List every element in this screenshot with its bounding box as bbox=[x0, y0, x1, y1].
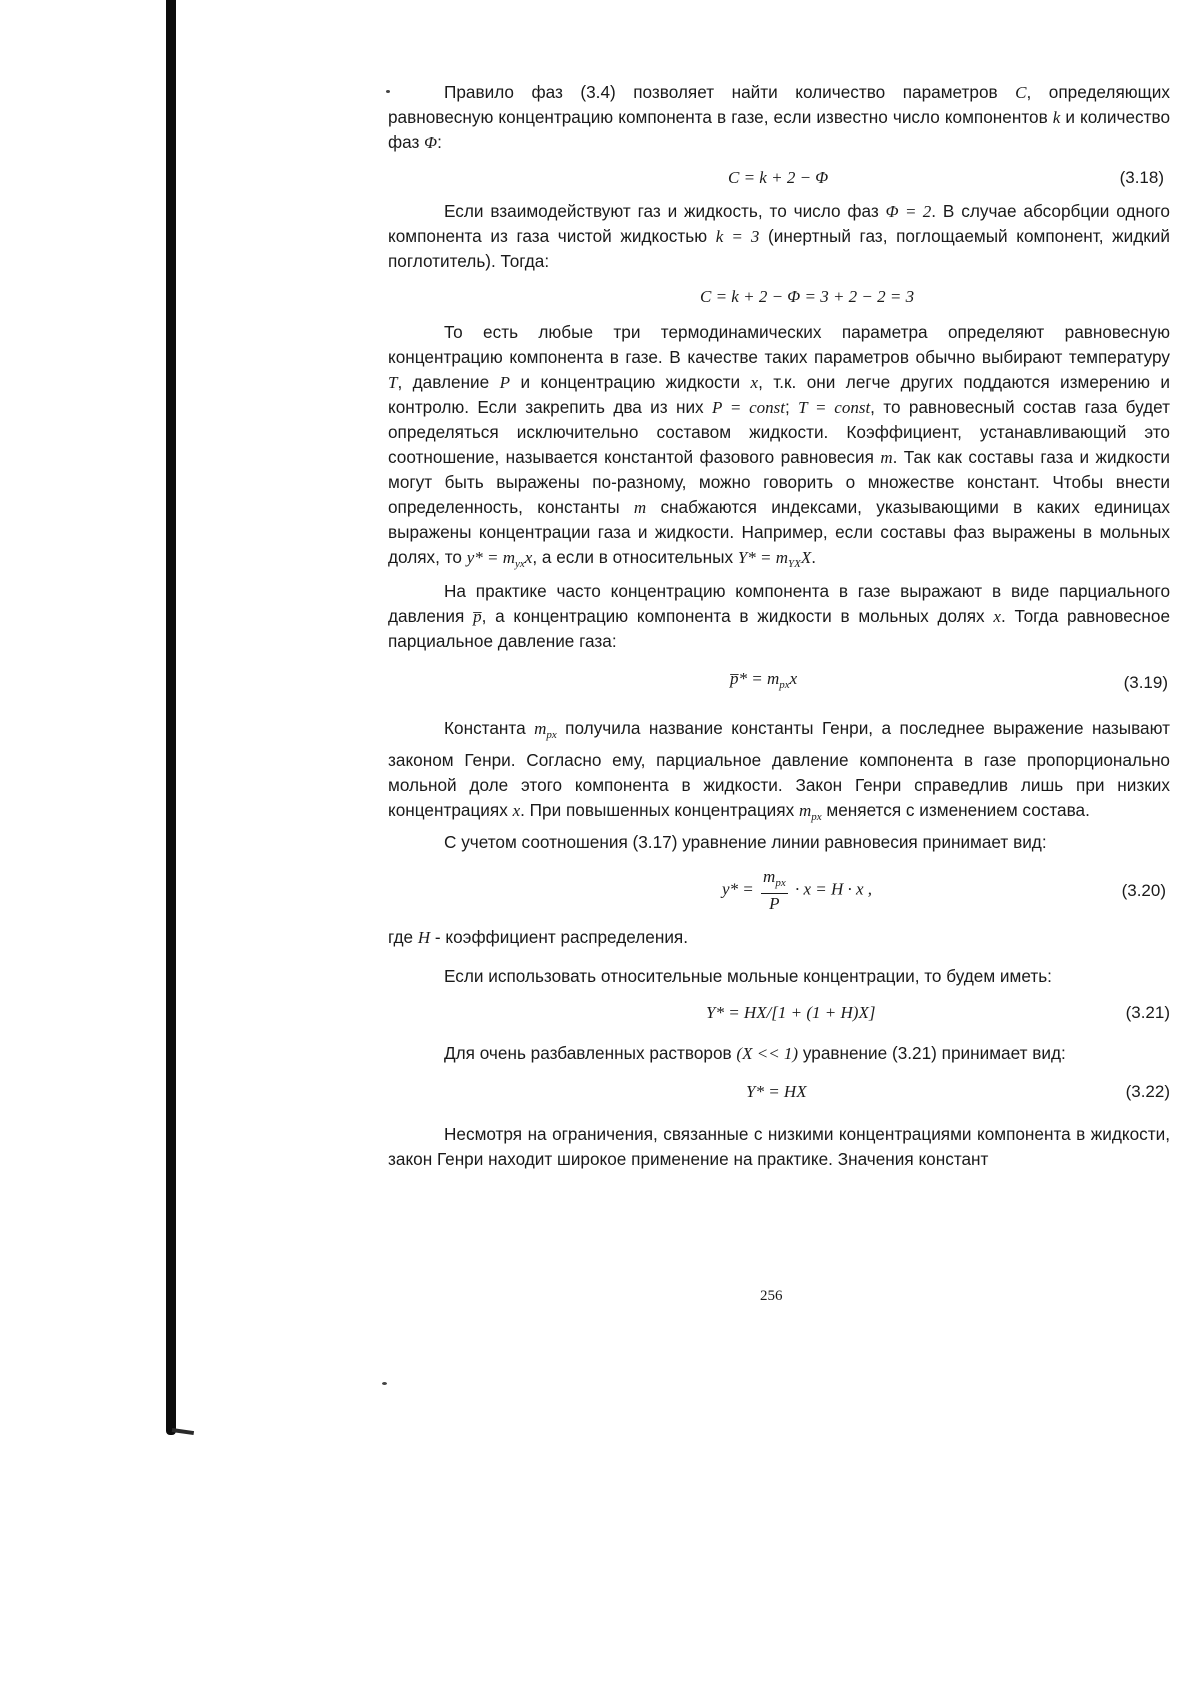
equation-body bbox=[722, 867, 872, 914]
math-subscript: px bbox=[546, 729, 557, 741]
fraction bbox=[761, 867, 788, 914]
text: снабжаются индексами, указывающими в каких единицах выражены концентрации газа и жидкости. Например, если составы фаз выражены в мольных долях, то bbox=[388, 497, 1170, 567]
equation-number: (3.20) bbox=[1121, 880, 1166, 900]
math-symbol: T bbox=[388, 373, 398, 392]
equation-body: Y* = HX bbox=[746, 1081, 807, 1101]
text: и концентрацию жидкости bbox=[510, 372, 751, 392]
text: , то равновесный состав газа будет определяться исключительно составом жидкости. Коэффициент, устанавливающий это соотношение, называется константой фазового равновесия bbox=[388, 397, 1170, 467]
paragraph bbox=[388, 964, 1170, 989]
text: и количество фаз bbox=[388, 107, 1170, 152]
text: С учетом соотношения (3.17) уравнение линии равновесия принимает вид: bbox=[444, 832, 1047, 852]
page-binding-tail bbox=[172, 1428, 194, 1435]
text: , а если в относительных bbox=[532, 547, 738, 567]
math-symbol: X bbox=[800, 548, 812, 567]
fraction-denominator: P bbox=[769, 893, 780, 913]
equation-3-21 bbox=[388, 989, 1170, 1035]
equation-part: m bbox=[763, 866, 776, 886]
math-symbol: m bbox=[534, 719, 547, 738]
equation-number: (3.22) bbox=[1125, 1081, 1170, 1101]
text: (инертный газ, поглощаемый компонент, жидкий поглотитель). Тогда: bbox=[388, 226, 1170, 271]
paragraph bbox=[388, 80, 1170, 155]
equation-part: x bbox=[789, 669, 798, 688]
text: : bbox=[437, 132, 442, 152]
math-symbol: m bbox=[633, 498, 647, 517]
text: меняется с изменением состава. bbox=[821, 800, 1090, 820]
text: . При повышенных концентрациях bbox=[520, 800, 799, 820]
page-number: 256 bbox=[760, 1288, 783, 1304]
paragraph bbox=[388, 716, 1170, 830]
math-subscript: px bbox=[779, 679, 790, 691]
math-symbol: T = const bbox=[798, 398, 871, 417]
text: , а концентрацию компонента в жидкости в мольных долях bbox=[481, 606, 994, 626]
paragraph bbox=[388, 925, 1170, 950]
text: . Так как составы газа и жидкости могут быть выражены по-разному, можно говорить о множестве констант. Чтобы внести определенность, константы bbox=[388, 447, 1170, 517]
math-subscript: YX bbox=[788, 558, 801, 570]
equation-togda bbox=[388, 274, 1170, 318]
text: На практике часто концентрацию компонента в газе выражают в виде парциального давления bbox=[388, 581, 1170, 626]
math-symbol: P bbox=[499, 373, 511, 392]
text: . bbox=[811, 547, 817, 567]
text: Для очень разбавленных растворов bbox=[444, 1043, 737, 1063]
paragraph bbox=[388, 830, 1170, 855]
text: Несмотря на ограничения, связанные с низкими концентрациями компонента в жидкости, закон Генри находит широкое применение на практике. Значения констант bbox=[388, 1124, 1170, 1169]
text: Если использовать относительные мольные концентрации, то будем иметь: bbox=[444, 966, 1052, 986]
math-symbol: P = const bbox=[711, 398, 785, 417]
text: Правило фаз (3.4) позволяет найти количество параметров bbox=[444, 82, 1016, 102]
math-symbol: x bbox=[993, 607, 1001, 626]
math-symbol: Φ bbox=[424, 133, 438, 152]
math-symbol: H bbox=[417, 928, 431, 947]
equation-body: C = k + 2 − Φ bbox=[728, 167, 829, 187]
text: Если взаимодействуют газ и жидкость, то число фаз bbox=[444, 201, 886, 221]
text: - коэффициент распределения. bbox=[430, 927, 689, 947]
equation-part: · x = H · x , bbox=[794, 878, 873, 898]
text: . В случае абсорбции одного компонента из газа чистой жидкостью bbox=[388, 201, 1170, 246]
math-symbol: p̅ bbox=[473, 607, 482, 626]
text: , определяющих равновесную концентрацию компонента в газе, если известно число компонентов bbox=[388, 82, 1170, 127]
math-subscript: px bbox=[775, 876, 786, 889]
equation-3-20 bbox=[388, 855, 1170, 925]
equation-3-22 bbox=[388, 1066, 1170, 1116]
paragraph bbox=[388, 199, 1170, 274]
paragraph: То есть любые три термодинамических параметра определяют равновесную концентрацию компонента в газе. В качестве таких параметров обычно выбирают температуру T, давление P и концентрацию жидкости x, т.к. они легче других поддаются измерению и контролю. Если закрепить два из них P = const; T = const, то равновесный состав газа будет определяться исключительно составом жидкости. Коэффициент, устанавливающий это соотношение, называется константой фазового равновесия m. Так как составы газа и жидкости могут быть выражены по-разному, можно говорить о множестве констант. Чтобы внести определенность, константы m снабжаются индексами, указывающими в каких единицах выражены концентрации газа и жидкости. Например, если составы фаз выражены в мольных долях, то $y* = m_{yx}x$, а если в относительных $Y* = m_{YX}X$. bbox=[388, 322, 1171, 570]
equation-part: y* = bbox=[722, 878, 754, 898]
text: получила название константы Генри, а последнее выражение называют законом Генри. Согласно ему, парциальное давление компонента в газе пропорционально мольной доле этого компонента в жидкости. Закон Генри справедлив лишь при низких концентрациях bbox=[388, 718, 1170, 820]
math-symbol: k = 3 bbox=[715, 227, 760, 246]
text: уравнение (3.21) принимает вид: bbox=[798, 1043, 1066, 1063]
text: , давление bbox=[397, 372, 500, 392]
page-binding-edge bbox=[166, 0, 176, 1435]
math-symbol: x bbox=[524, 548, 533, 567]
math-symbol: m bbox=[798, 801, 812, 820]
equation-number: (3.18) bbox=[1119, 167, 1164, 187]
text: То есть любые три термодинамических параметра определяют равновесную концентрацию компонента в газе. В качестве таких параметров обычно выбирают температуру bbox=[388, 322, 1170, 367]
math-symbol: x bbox=[750, 373, 759, 392]
paragraph bbox=[388, 1122, 1170, 1172]
equation-body: Y* = HX/[1 + (1 + H)X] bbox=[706, 1002, 876, 1022]
math-symbol: m bbox=[880, 448, 893, 467]
equation-number: (3.19) bbox=[1123, 672, 1168, 692]
math-symbol: Y* = m bbox=[737, 548, 789, 567]
math-symbol: Φ = 2 bbox=[885, 202, 932, 221]
equation-3-19 bbox=[388, 654, 1170, 710]
math-subscript: px bbox=[811, 811, 822, 823]
math-symbol: (X << 1) bbox=[736, 1044, 799, 1063]
math-subscript: yx bbox=[515, 558, 525, 570]
equation-part: p̅* = m bbox=[730, 669, 780, 688]
text: Константа bbox=[444, 718, 535, 738]
equation-body bbox=[730, 666, 797, 698]
text: где bbox=[388, 927, 418, 947]
document-page bbox=[388, 80, 1170, 1172]
paragraph bbox=[388, 579, 1170, 654]
math-symbol: y* = m bbox=[466, 548, 515, 567]
scan-speck bbox=[382, 1382, 387, 1385]
equation-3-18 bbox=[388, 155, 1170, 199]
math-symbol: x bbox=[512, 801, 521, 820]
equation-number: (3.21) bbox=[1125, 1002, 1170, 1022]
fraction-numerator bbox=[761, 867, 788, 894]
text: . Тогда равновесное парциальное давление газа: bbox=[388, 606, 1171, 651]
equation-body: C = k + 2 − Φ = 3 + 2 − 2 = 3 bbox=[700, 286, 915, 306]
math-symbol: C bbox=[1015, 83, 1027, 102]
math-symbol: k bbox=[1052, 108, 1061, 127]
text: , т.к. они легче других поддаются измерению и контролю. Если закрепить два из них bbox=[388, 372, 1171, 417]
paragraph bbox=[388, 1041, 1170, 1066]
